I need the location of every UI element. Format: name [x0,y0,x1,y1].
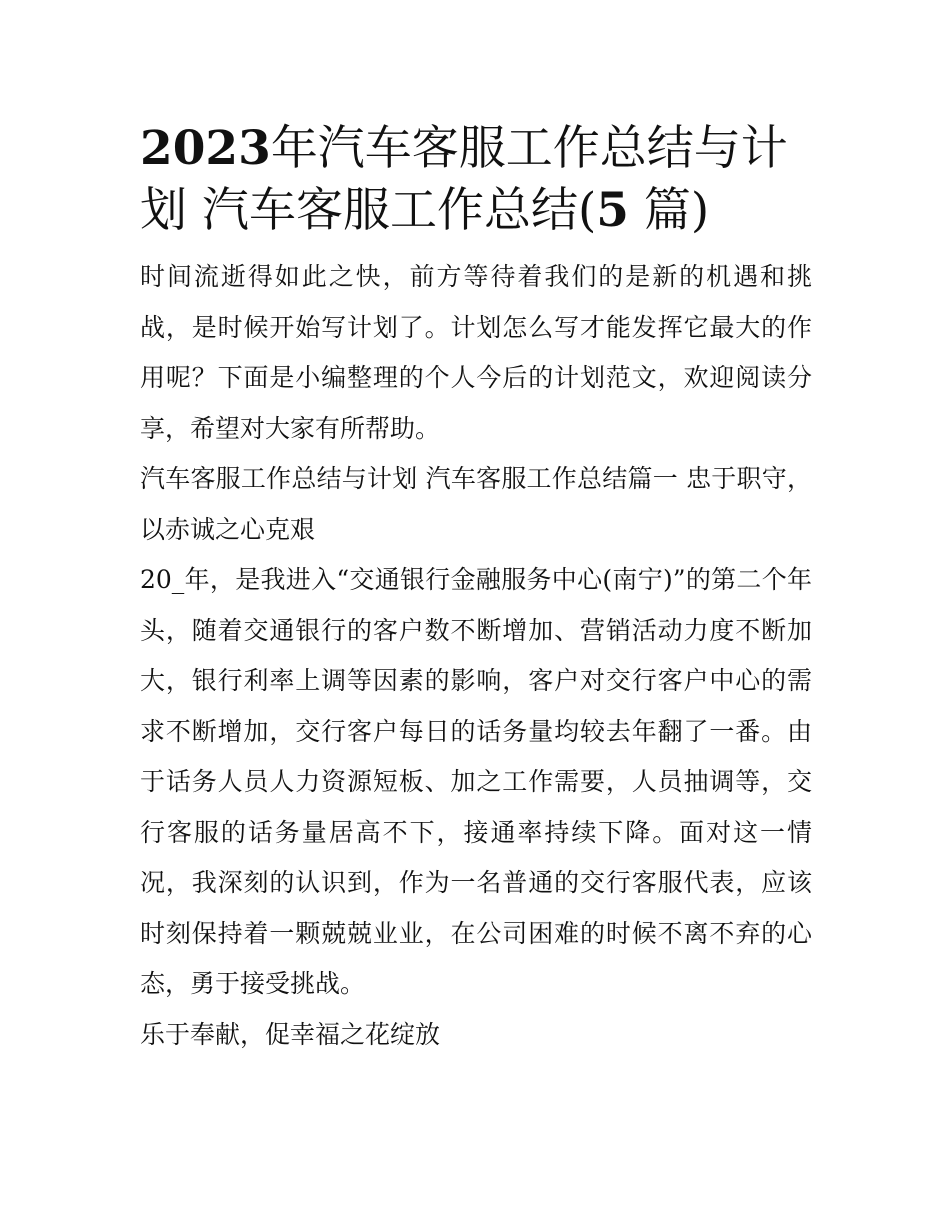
document-body [140,118,812,1060]
section-heading-1: 汽车客服工作总结与计划 汽车客服工作总结篇一 忠于职守，以赤诚之心克艰 [140,464,812,544]
title-year: 2023 [140,121,271,176]
intro-paragraph: 时间流逝得如此之快，前方等待着我们的是新的机遇和挑战，是时候开始写计划了。计划怎么写才能发挥它最大的作用呢？下面是小编整理的个人今后的计划范文，欢迎阅读分享，希望对大家有所帮助。 [140,262,812,443]
title-suffix: 篇) [628,183,710,238]
section-heading-2: 乐于奉献，促幸福之花绽放 [140,1019,441,1049]
title-count: 5 [596,183,629,238]
body-paragraph: 20_年，是我进入“交通银行金融服务中心(南宁)”的第二个年头，随着交通银行的客户数不断增加、营销活动力度不断加大，银行利率上调等因素的影响，客户对交行客户中心的需求不断增加，交行客户每日的话务量均较去年翻了一番。由于话务人员人力资源短板、加之工作需要，人员抽调等，交行客服的话务量居高不下，接通率持续下降。面对这一情况，我深刻的认识到，作为一名普通的交行客服代表，应该时刻保持着一颗兢兢业业，在公司困难的时候不离不弃的心态，勇于接受挑战。 [140,565,812,998]
document-title [140,118,812,242]
title-main-text: 年汽车客服工作总结与计划 汽车客服工作总结( [140,121,788,238]
